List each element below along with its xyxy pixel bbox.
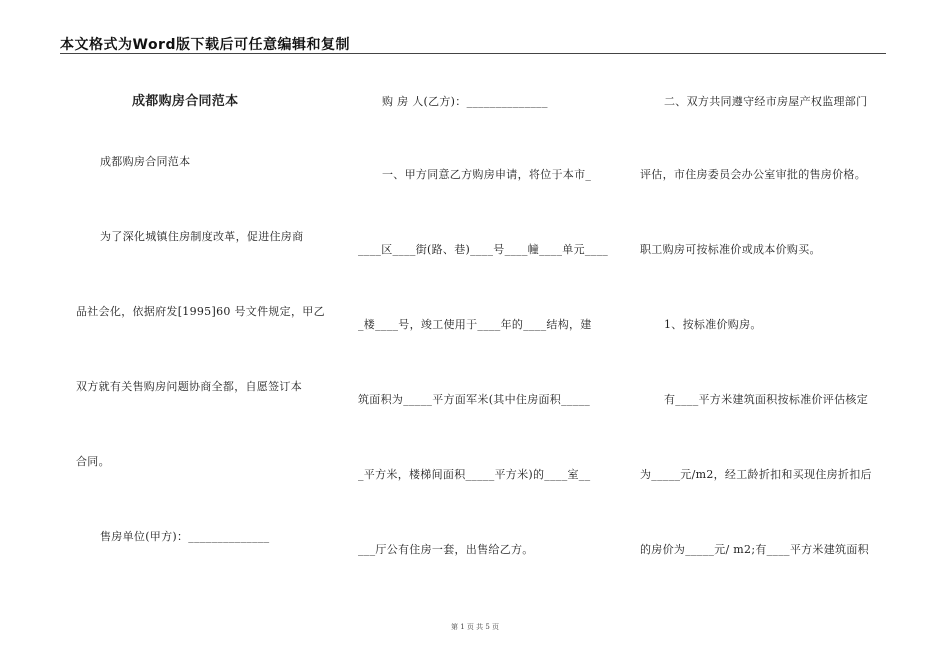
paragraph-line: 二、双方共同遵守经市房屋产权监理部门 <box>664 95 868 108</box>
paragraph-line: 为了深化城镇住房制度改革，促进住房商 <box>100 230 304 243</box>
paragraph-line: 1、按标准价购房。 <box>664 318 762 331</box>
document-title: 成都购房合同范本 <box>132 94 239 109</box>
buyer-line: 购 房 人(乙方)：______________ <box>382 95 548 108</box>
paragraph-line: 成都购房合同范本 <box>100 155 191 168</box>
paragraph-line: 评估，市住房委员会办公室审批的售房价格。 <box>640 168 866 181</box>
page-number: 第 1 页 共 5 页 <box>450 623 500 631</box>
header-divider <box>60 53 886 54</box>
paragraph-line: 双方就有关售购房问题协商全都，自愿签订本 <box>76 380 302 393</box>
paragraph-line: ____区____街(路、巷)____号____幢____单元____ <box>358 243 609 256</box>
download-notice-header: 本文格式为Word版下载后可任意编辑和复制 <box>60 37 350 53</box>
paragraph-line: 合同。 <box>76 455 110 468</box>
seller-line: 售房单位(甲方)：______________ <box>100 530 270 543</box>
paragraph-line: 为_____元/m2，经工龄折扣和买现住房折扣后 <box>640 468 872 481</box>
paragraph-line: 品社会化，依据府发[1995]60 号文件规定，甲乙 <box>76 305 325 318</box>
paragraph-line: 一、甲方同意乙方购房申请，将位于本市_ <box>382 168 592 181</box>
paragraph-line: 筑面积为_____平方面军米(其中住房面积_____ <box>358 393 591 406</box>
paragraph-line: 的房价为_____元/ m2;有____平方米建筑面积 <box>640 543 869 556</box>
paragraph-line: 职工购房可按标准价或成本价购买。 <box>640 243 821 256</box>
paragraph-line: 有____平方米建筑面积按标准价评估核定 <box>664 393 868 406</box>
paragraph-line: ___厅公有住房一套，出售给乙方。 <box>358 543 534 556</box>
paragraph-line: _楼____号，竣工使用于____年的____结构，建 <box>358 318 592 331</box>
paragraph-line: _平方米，楼梯间面积_____平方米)的____室__ <box>358 468 591 481</box>
